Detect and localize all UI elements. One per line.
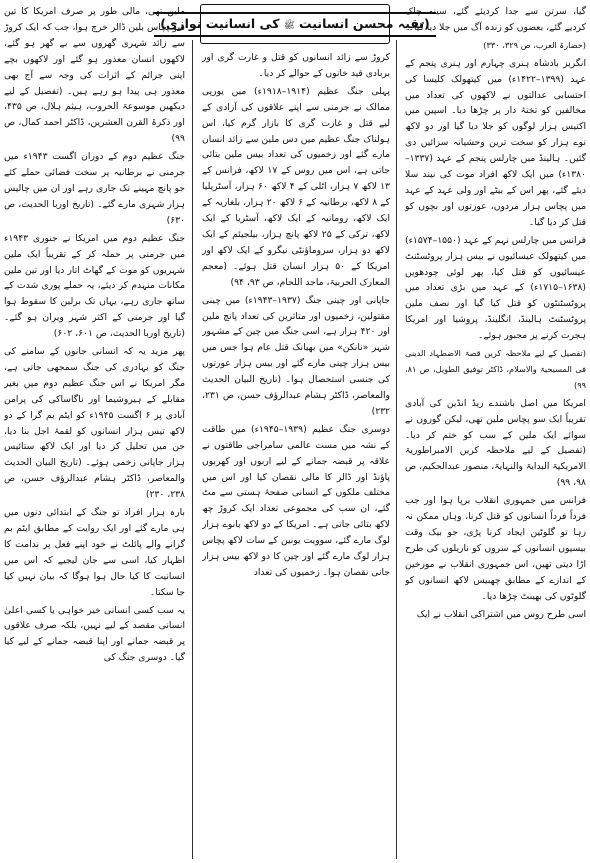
column-left	[4, 4, 185, 863]
paragraph: ملین تھی، مالی طور پر صرف امریکا کا تین سو پچاس بلین ڈالر خرچ ہوا، جب کہ ایک کروڑ سے زائد شہری گھروں سے بے گھر ہو گئے، لاکھوں انسان معذور ہو گئے اور لاکھوں بچے اپنی جرائم کے اثرات کی وجہ سے آج بھی معذور ہی پیدا ہو رہے ہیں۔ (تفصیل کے لیے دیکھیں موسوعۃ الحروب، ہیثم ہلال، ص ۴۳۵، اور ذکرۃ القرن العشرین، ڈاکٹر احمد کمال، ص ۹۹)	[4, 6, 185, 145]
paragraph: دوسری جنگ عظیم (۱۹۳۹–۱۹۴۵ء) میں طاقت کے نشہ میں مست عالمی سامراجی طاقتوں نے علاقہ پر قبضہ جمانے کے لیے اربوں اور کھربوں پاؤنڈ اور ڈالر کا مالی نقصان کیا اور اس میں مختلف ملکوں کے انسانی صفحۂ ہستی سے مٹ گئے، ان سب کی مجموعی تعداد ایک کروڑ چھ لاکھ بتائی جاتی ہے۔ امریکا کے دو لاکھ بانوے ہزار لوگ مارے گئے، سوویت یونین کے سات لاکھ پچاس ہزار لوگ مارے گئے اور چین کا دو لاکھ بیس ہزار جانی نقصان ہوا۔ زخمیوں کی تعداد	[202, 423, 390, 578]
paragraph: یہ سب کسی انسانی خیر خواہی یا کسی اعلیٰ انسانی مقصد کے لیے نہیں، بلکہ صرف علاقوں پر قبضہ جمانے اور اپنا قبضہ جمانے کے لیے کیا گیا۔ دوسری جنگ کی	[4, 604, 185, 664]
paragraph: انگریز بادشاہ ہنری چہارم اور ہنری پنجم کے عہد (۱۳۹۹–۱۴۲۲ء) میں کیتھولک کلیسا کی احتسابی عدالتوں نے لاکھوں کی تعداد میں مخالفین کو تختۂ دار پر چڑھا دیا۔ اسپین میں اکتیس ہزار لوگوں کو جلا دیا گیا اور دو لاکھ نوے ہزار کو سخت ترین وحشیانہ سزائیں دی گئیں۔ ہالینڈ میں چارلس پنجم کے عہد (۱۳۳۷–۱۳۸۰ء) میں ایک لاکھ افراد موت کی نیند سلا دیئے گئے، پھر اس کے بیٹے اور ولی عہد کے عہد میں پچاس ہزار مردوں، عورتوں اور بچوں کو قتل کر دیا گیا۔	[405, 57, 586, 228]
paragraph: فرانس میں چارلس نہم کے عہد (۱۵۵۰–۱۵۷۴ء) میں کیتھولک عیسائیوں نے بیس ہزار پروٹسٹنٹ عیسائیوں کو قتل کیا، پھر لوئی چودھویں (۱۶۳۸–۱۷۱۵ء) کے عہد میں بڑی تعداد میں پروٹسٹنٹوں کو قتل کیا گیا اور نصف ملین پروٹسٹنٹ ہالینڈ، انگلینڈ، پروشیا اور امریکا ہجرت کرنے پر مجبور ہوئے۔	[405, 234, 586, 342]
article-title	[154, 12, 435, 37]
paragraph: پہلی جنگ عظیم (۱۹۱۴–۱۹۱۸ء) میں یورپی ممالک نے جرمنی سے اپنے علاقوں کی آزادی کے لیے قتل و غارت گری کا بازار گرم کیا، اس ہولناک جنگ عظیم میں دس ملین سے زائد انسان مارے گئے اور زخمیوں کی تعداد بیس ملین بتائی جاتی ہے، اس میں روس کے ۱۷ لاکھ، فرانس کے ۱۳ لاکھ ۷ ہزار، اٹلی کے ۴ لاکھ ۶۰ ہزار، آسٹریلیا کے ۸ لاکھ، برطانیہ کے ۶ لاکھ ۲۰ ہزار، بلغاریہ کے ایک لاکھ، رومانیہ کے ایک لاکھ، آسٹریا کے ایک لاکھ، ترکی کے ۲۵ لاکھ پانچ ہزار، بیلجیئم کے ایک لاکھ دو ہزار، سروماؤنٹی نیگرو کے ایک لاکھ اور امریکا کے ۵۰ ہزار انسان قتل ہوئے۔ (معجم المعارک الحربیۃ، ماجد اللحام، ص ۹۳، ۹۴)	[202, 85, 390, 288]
paragraph: جاپانی اور چینی جنگ (۱۹۳۷–۱۹۴۳ء) میں چینی مقتولین، زخمیوں اور متاثرین کی تعداد پانچ ملین اور ۴۲۰ ہزار ہے، اسی جنگ میں چین کے مشہور شہر «نانکن» میں بھیانک قتل عام ہوا جس میں بیس ہزار چینی مارے گئے اور بیس ہزار عورتوں کی جنسی استحصال ہوا۔ (تاریخ البیان الحدیث والمعاصر، ڈاکٹر ہشام عبدالرؤف حسن، ص ۲۳۱، ۲۳۲)	[202, 294, 390, 417]
paragraph: پھر مزید یہ کہ انسانی جانوں کے سامنے کی جنگ کو بہادری کی جنگ سمجھی جاتی ہے، مگر امریکا نے اس جنگ عظیم دوم میں بغیر مقابلے کے ہیروشیما اور ناگاساکی کی پرامن آبادی پر ۶ اگست ۱۹۴۵ء کو ایٹم بم گرا کے دو لاکھ تیس ہزار انسانوں کو لقمۂ اجل بنا دیا، جن میں تحلیل کر دیا اور ایک لاکھ ستائیس ہزار جاپانی زخمی ہوئے۔ (تاریخ البیان الحدیث والمعاصر، ڈاکٹر ہشام عبدالرؤف حسن، ص ۲۳۸، ۲۳۰)	[4, 346, 185, 501]
citation: (تفصیل کے لیے ملاحظہ کریں قصۃ الاضطہاد الدینی فی المسیحیۃ والاسلام، ڈاکٹر توفیق الطویل، ص ۸۱، ۹۹)	[405, 348, 586, 390]
paragraph: جنگ عظیم دوم کے دوران اگست ۱۹۴۳ء میں جرمنی نے برطانیہ پر سخت فضائی حملے کئے جو پانچ مہینے تک جاری رہے اور ان میں چالیس ہزار شہری مارے گئے۔ (تاریخ اوربا الحدیث، ص ۶۳۰)	[4, 151, 185, 226]
column-right	[405, 4, 586, 863]
paragraph: فرانس میں جمہوری انقلاب برپا ہوا اور جب فرداً فرداً انسانوں کو قتل کرنا، وہاں ممکن نہ رہا تو گلوٹین ایجاد کرنا پڑی، جو بیک وقت بیسیوں انسانوں کے سروں کو ناریلوں کی طرح اڑا دیتی تھیں، اس جمہوری انقلاب نے مورخین کے اندازے کے مطابق چھبیس لاکھ انسانوں کو گلوٹوں کی بھینٹ چڑھا دیا۔	[405, 495, 586, 602]
paragraph: جنگ عظیم دوم میں امریکا نے جنوری ۱۹۴۳ء میں جرمنی پر حملہ کر کے تقریباً ایک ملین شہریوں کو موت کے گھاٹ اتار دیا اور تین ملین مکانات منہدم کر دیئے، یہ حملے پوری شدت کے ساتھ جاری رہے، یہاں تک برلین کا سقوط ہوا گیا اور جرمنی کے اکثر شہر ویران ہو گئے۔ (تاریخ اوربا الحدیث، ص ۶۰۱، ۶۰۲)	[4, 232, 185, 340]
column-divider	[396, 40, 397, 859]
paragraph: امریکا میں اصل باشندے ریڈ انڈین کی آبادی تقریباً ایک سو پچاس ملین تھی، لیکن گوروں نے سوائے ایک ملین کے سب کو ختم کر دیا۔ (تفصیل کے لیے ملاحظہ کریں الامبراطوریۃ الامریکیۃ البدایۃ والنہایۃ، منصور عبدالحکیم، ص ۹۸، ۹۹)	[405, 397, 586, 489]
paragraph: بارہ ہزار افراد تو جنگ کے ابتدائی دنوں میں ہی مارے گئے اور ایک روایت کے مطابق ایٹم بم گرانے والے پائلٹ نے خود اپنے فعل پر ندامت کا اظہار کیا، اسی سے جان لیجیے کہ اس میں انسانیت کا کیا حال ہوا ہوگا کہ بیان نہیں کیا جا سکتا۔	[4, 507, 185, 598]
column-middle	[202, 50, 390, 863]
paragraph: اسی طرح روس میں اشتراکی انقلاب نے ایک	[416, 608, 586, 620]
salutation-mark: ﷺ	[283, 20, 295, 31]
column-divider	[192, 40, 193, 859]
title-text: کی انسانیت نوازی)	[160, 15, 284, 31]
paragraph: گیا، سرتن سے جدا کردیئے گئے، سینہ چاک کردیے گئے، بعضوں کو زندہ آگ میں جلا دیا گیا۔	[405, 6, 586, 33]
article-title-banner	[160, 4, 430, 44]
paragraph: کروڑ سے زائد انسانوں کو قتل و غارت گری اور بربادی قید خانوں کے حوالے کر دیا۔	[202, 52, 390, 79]
citation: (حضارۃ العرب، ص ۳۲۹، ۳۳۰)	[483, 39, 586, 50]
title-prefix: (بقیہ محسن انسانیت	[294, 15, 430, 31]
